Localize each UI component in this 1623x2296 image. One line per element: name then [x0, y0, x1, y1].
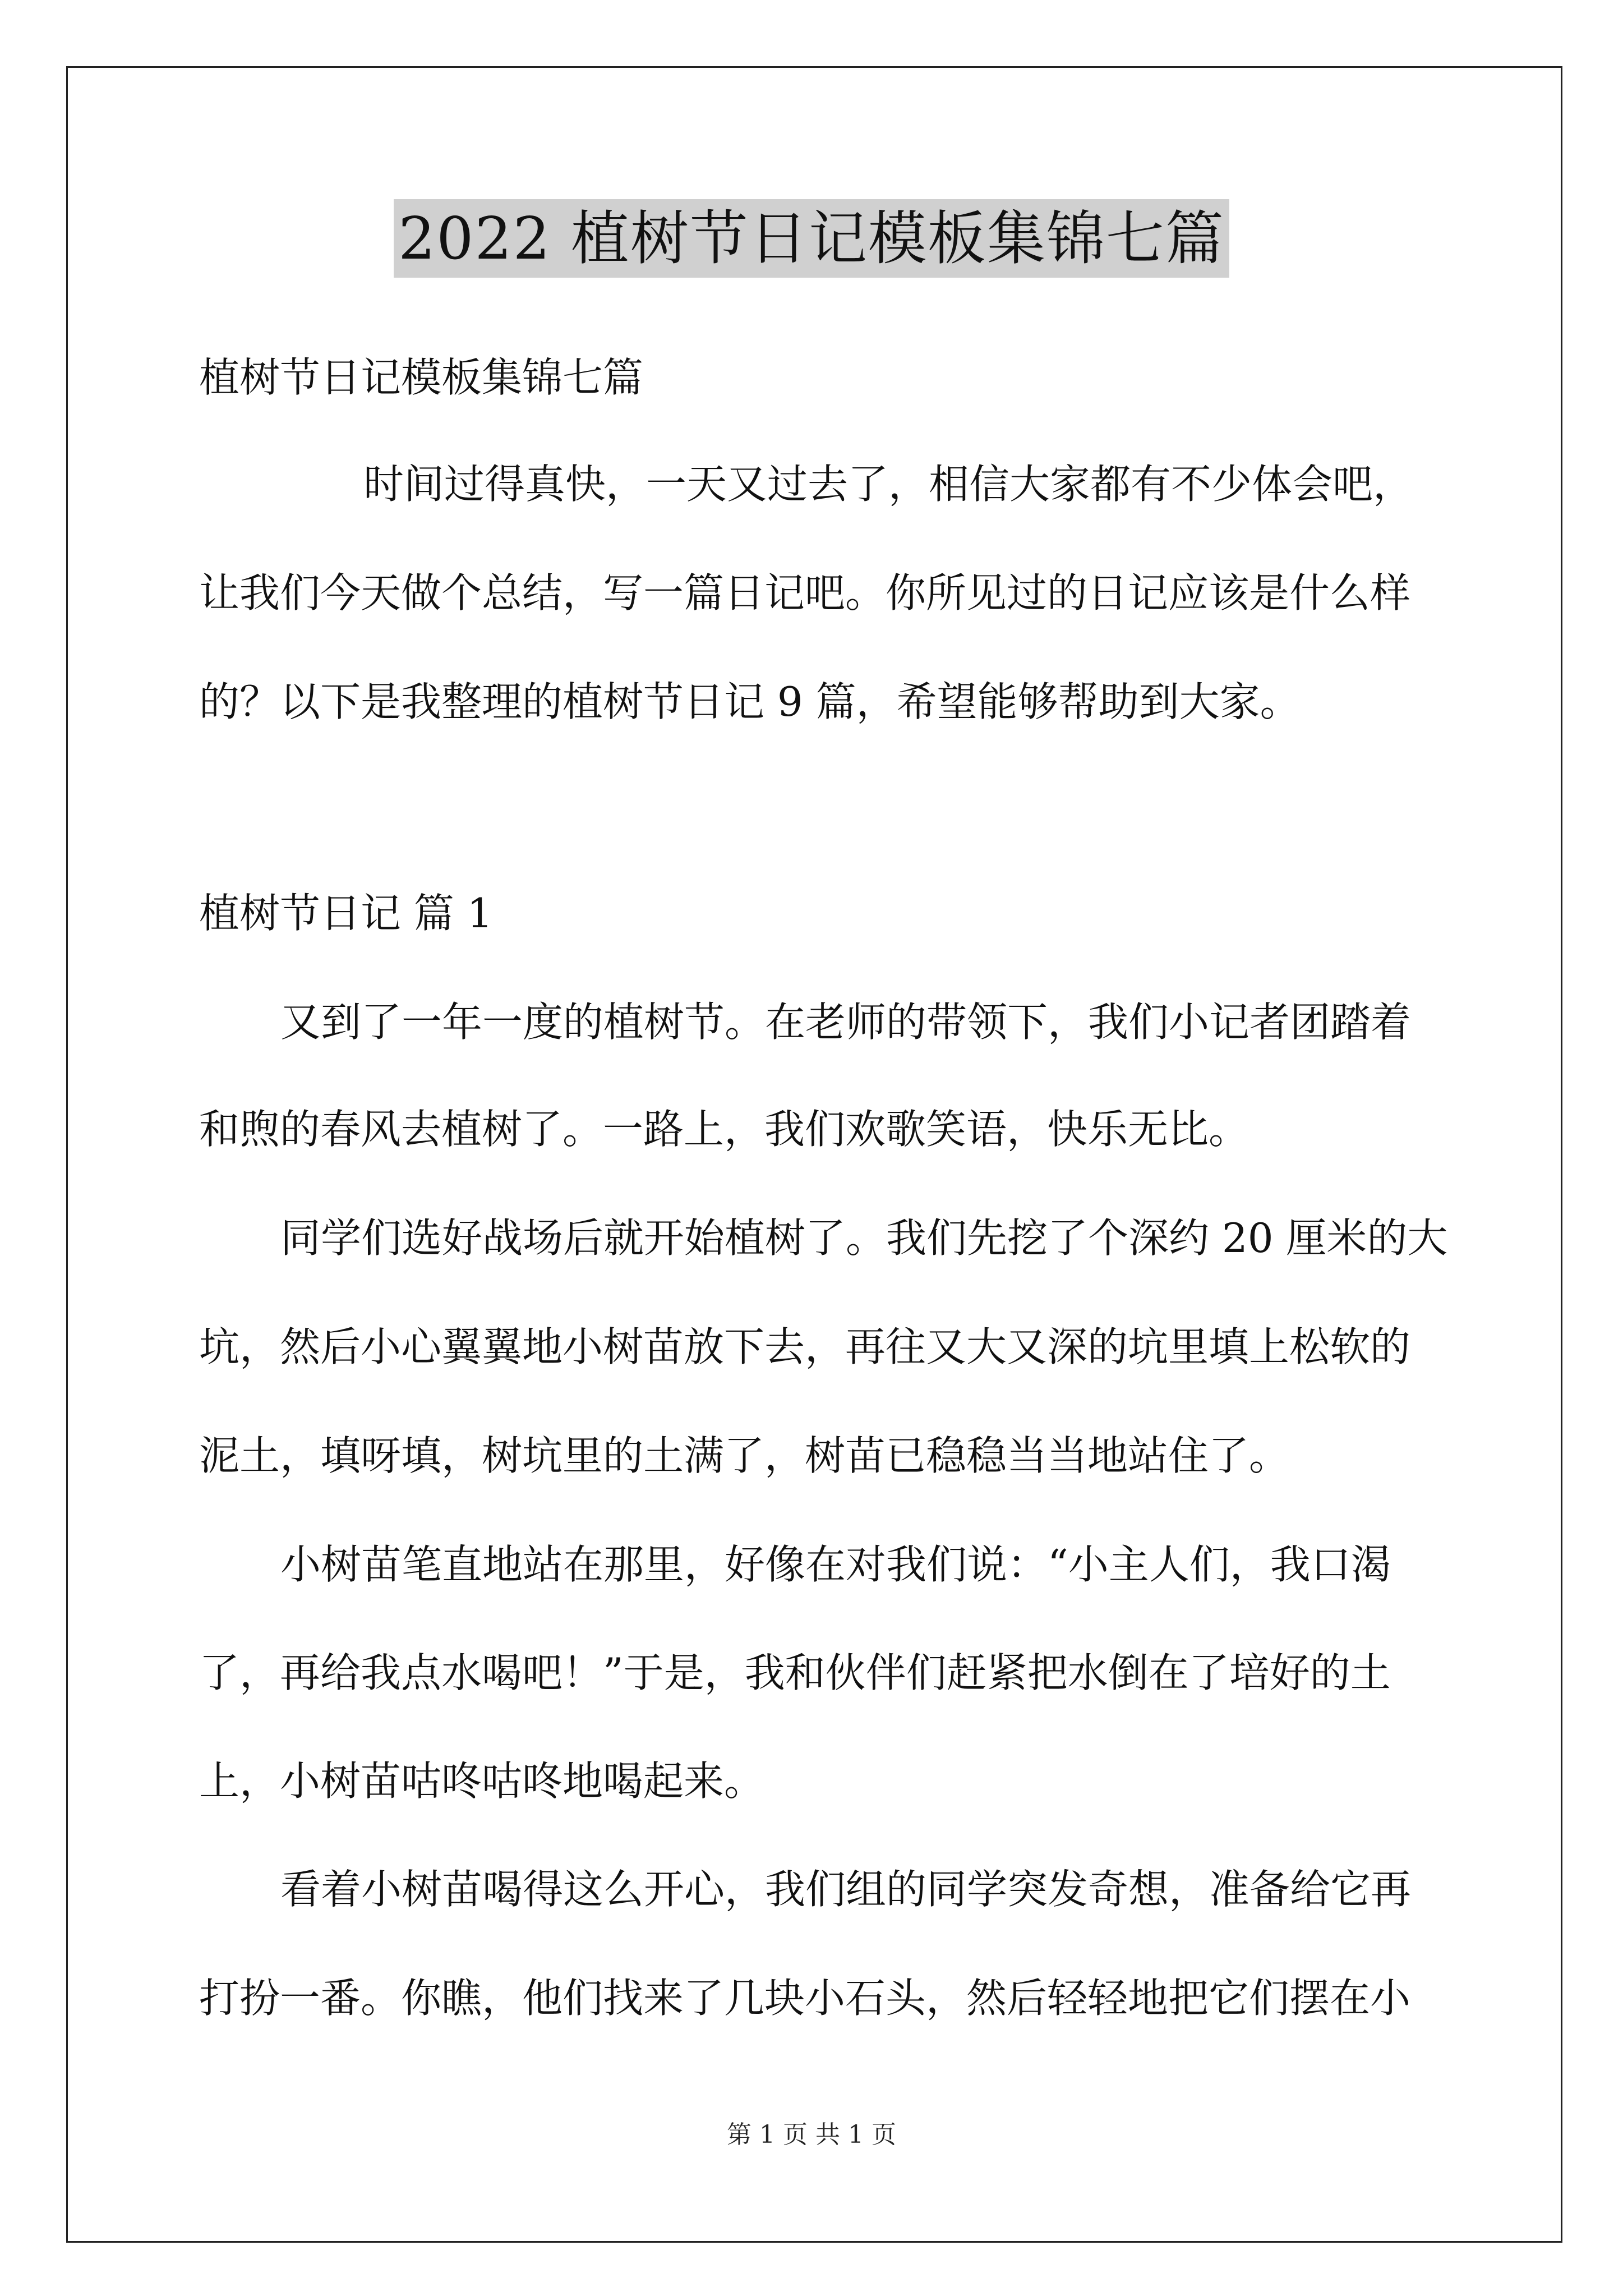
- document-title: 2022 植树节日记模板集锦七篇: [394, 199, 1229, 278]
- body-line: 和煦的春风去植树了。一路上，我们欢歌笑语，快乐无比。: [199, 1106, 1249, 1153]
- body-line: 又到了一年一度的植树节。在老师的带领下，我们小记者团踏着: [280, 999, 1412, 1046]
- body-line: 了，再给我点水喝吧！”于是，我和伙伴们赶紧把水倒在了培好的土: [199, 1649, 1391, 1696]
- body-line: 看着小树苗喝得这么开心，我们组的同学突发奇想，准备给它再: [280, 1866, 1412, 1913]
- body-line: 上，小树苗咕咚咕咚地喝起来。: [199, 1757, 765, 1805]
- body-line: 坑，然后小心翼翼地小树苗放下去，再往又大又深的坑里填上松软的: [199, 1323, 1411, 1370]
- body-line: 打扮一番。你瞧，他们找来了几块小石头，然后轻轻地把它们摆在小: [199, 1975, 1411, 2022]
- intro-line: 让我们今天做个总结，写一篇日记吧。你所见过的日记应该是什么样: [199, 569, 1411, 616]
- intro-line: 时间过得真快，一天又过去了，相信大家都有不少体会吧，: [363, 461, 1414, 508]
- subtitle: 植树节日记模板集锦七篇: [199, 354, 644, 401]
- body-line: 同学们选好战场后就开始植树了。我们先挖了个深约 20 厘米的大: [280, 1214, 1448, 1262]
- page-footer: 第 1 页 共 1 页: [727, 2120, 896, 2149]
- intro-line: 的？以下是我整理的植树节日记 9 篇，希望能够帮助到大家。: [199, 678, 1301, 725]
- title-container: [0, 199, 1623, 278]
- body-line: 泥土，填呀填，树坑里的土满了，树苗已稳稳当当地站住了。: [199, 1432, 1290, 1479]
- section-heading: 植树节日记 篇 1: [199, 890, 493, 937]
- body-line: 小树苗笔直地站在那里，好像在对我们说：“小主人们，我口渴: [280, 1541, 1391, 1588]
